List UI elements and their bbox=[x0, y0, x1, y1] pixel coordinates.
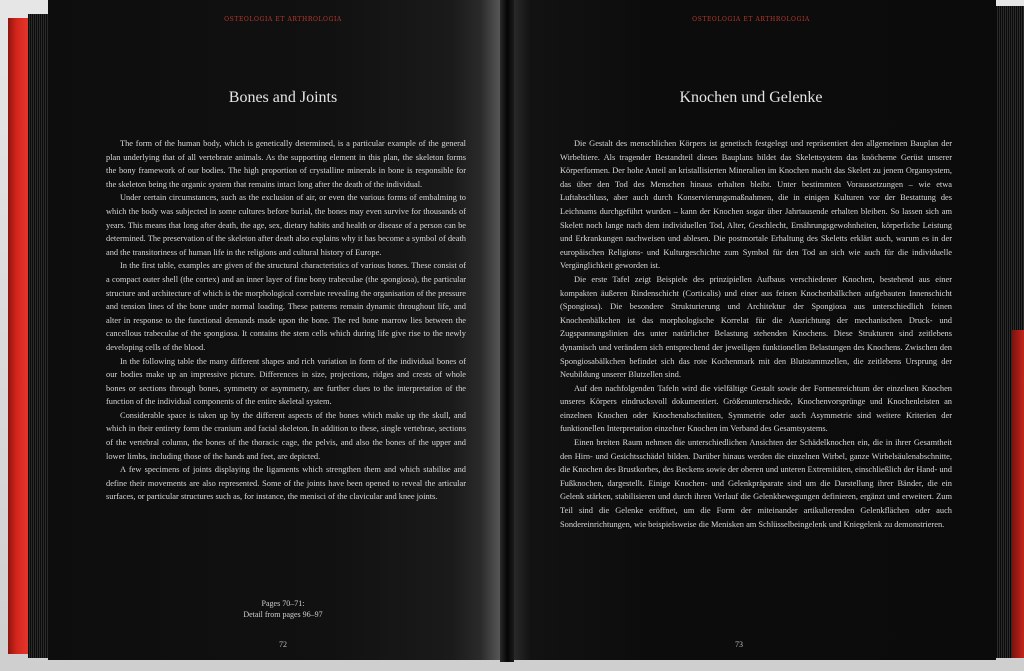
running-head-right: OSTEOLOGIA ET ARTHROLOGIA bbox=[692, 16, 810, 23]
paragraph: Considerable space is taken up by the different aspects of the bones which make up the skull, and which in their entirety form the cranium and facial skeleton. In addition to these, single vertebrae, sections of the vertebral column, the bones of the thoracic cage, the pelvis, and also the bones of the upper and lower limbs, including those of the hands and feet, are depicted. bbox=[106, 410, 466, 461]
caption-line: Detail from pages 96–97 bbox=[243, 610, 323, 619]
paragraph: In the following table the many different shapes and rich variation in form of the individual bones of our bodies make up an impressive picture. Differences in size, projections, ridges and crests of whole bones or sections through bones, symmetry or asymmetry, are further clues to the interpretation of the function of the individual components of the entire skeletal system. bbox=[106, 356, 466, 407]
open-book bbox=[8, 0, 1024, 664]
paragraph: Die erste Tafel zeigt Beispiele des prinzipiellen Aufbaus verschiedener Knochen, bestehend aus einer kompakten äußeren Rindenschicht (Corticalis) und einer aus feinen Knochenbälkchen aufgebauten Innenschicht (Spongiosa). Die besondere Strukturierung und Architektur der Spongiosa aus unterschiedlich feinen Knochenbälkchen ist das morphologische Korrelat für die Ausrichtung der mechanischen Druck- und Zugspannungslinien des unter natürlicher Belastung stehenden Knochens. Diese Strukturen sind zeitlebens dynamisch und verändern sich entsprechend der jeweiligen funktionellen Belastungen des Knochens. Zwischen den Spongiosabälkchen befindet sich das rote Kochenmark mit den Blutstammzellen, die zeitlebens Ursprung der Neubildung unserer Blutzellen sind. bbox=[560, 274, 952, 380]
page-number-left: 72 bbox=[279, 640, 287, 649]
paragraph: Auf den nachfolgenden Tafeln wird die vielfältige Gestalt sowie der Formenreichtum der einzelnen Knochen unseres Körpers eindrucksvoll dokumentiert. Größenunterschiede, Knochenvorsprünge und Knochenleisten an einzelnen Knochen oder Knochenabschnitten, Symmetrie oder auch Asymmetrie sind weitere Kriterien der funktionellen Interpretation einzelner Knochen im Verband des Gesamtsystems. bbox=[560, 383, 952, 434]
paragraph: A few specimens of joints displaying the ligaments which strengthen them and which stabilise and define their movements are also represented. Some of the joints have been opened to reveal the articular surfaces, or particular structures such as, for instance, the menisci of the clavicular and knee joints. bbox=[106, 465, 466, 502]
paragraph: Einen breiten Raum nehmen die unterschiedlichen Ansichten der Schädelknochen ein, die in ihrer Gesamtheit den Hirn- und Gesichtsschädel bilden. Darüber hinaus werden die einzelnen Wirbel, ganze Wirbelsäulenabschnitte, die Knochen des Brustkorbes, des Beckens sowie der oberen und unteren Extremitäten, einschließlich der Hand- und Fußknochen, dargestellt. Einige Knochen- und Gelenkpräparate sind um die Darstellung ihrer Bänder, die ein Gelenk stärken, stabilisieren und durch ihren Verlauf die Gelenkbewegungen definieren, ergänzt und erweitert. Zum Teil sind die Gelenke eröffnet, um die Form der miteinander artikulierenden Gelenkflächen oder auch Sondereinrichtungen, wie beispielsweise die Menisken am Schlüsselbeingelenk und Kniegelenk zu demonstrieren. bbox=[560, 438, 952, 529]
page-number-right: 73 bbox=[735, 640, 743, 649]
left-page-stack bbox=[28, 14, 50, 658]
paragraph: The form of the human body, which is genetically determined, is a particular example of the general plan underlying that of all vertebrate animals. As the supporting element in this plan, the skeleton forms the bony framework of our bodies. The high proportion of crystalline minerals in bone is responsible for the skeleton being the organic system that remains intact long after the death of the individual. bbox=[106, 139, 466, 189]
body-text-left bbox=[106, 137, 466, 504]
caption-line: Pages 70–71: bbox=[261, 599, 305, 608]
paragraph: Under certain circumstances, such as the exclusion of air, or even the various forms of embalming to which the body was subjected in some cultures before burial, the bones may even survive for thousands of years. This means that long after death, the age, sex, dietary habits and health or disease of a person can be determined. The preservation of the skeleton after death also explains why it has become a symbol of death and the transitoriness of human life in the religions and cultural history of Europe. bbox=[106, 193, 466, 257]
running-head-left: OSTEOLOGIA ET ARTHROLOGIA bbox=[224, 16, 342, 23]
left-page bbox=[48, 0, 518, 660]
body-text-right bbox=[560, 137, 952, 531]
image-caption bbox=[48, 598, 518, 620]
paragraph: Die Gestalt des menschlichen Körpers ist genetisch festgelegt und repräsentiert den allgemeinen Bauplan der Wirbeltiere. Als tragender Bestandteil dieses Bauplans bildet das Skelettsystem das knöcherne Gerüst unserer Körperformen. Der hohe Anteil an kristallisierten Mineralien im Knochen macht das Skelett zu jenem Organsystem, das über den Tod des Menschen hinaus erhalten bleibt. Unter bestimmten Voraussetzungen – wie etwa Luftabschluss, aber auch durch Konservierungsmaßnahmen, die in einigen Kulturen vor der Bestattung des Leichnams durchgeführt wurden – kann der Knochen sogar über Jahrtausende erhalten bleiben. So lassen sich am Skelett noch lange nach dem individuellen Tod, Alter, Geschlecht, Ernährungsgewohnheiten, körperliche Leistung und Erkrankungen nachweisen und ablesen. Die postmortale Erhaltung des Skeletts erklärt auch, warum es in der europäischen Religions- und Kulturgeschichte zum Symbol für den Tod an sich wie auch für die individuelle Vergänglichkeit geworden ist. bbox=[560, 139, 952, 271]
right-page-edge bbox=[1012, 330, 1024, 658]
page-title-right: Knochen und Gelenke bbox=[679, 89, 823, 106]
paragraph: In the first table, examples are given of the structural characteristics of various bones. These consist of a compact outer shell (the cortex) and an inner layer of fine bony trabeculae (the spongiosa), the particular structure and architecture of which is the morphological correlate revealing the organisation of the pressure and tension lines of the bone under normal loading. These patterns remain dynamic throughout life, and alter in response to the functional demands made upon the bone. The red bone marrow lies between the cancellous trabeculae of the spongiosa. It contains the stem cells which during life give rise to the newly developing cells of the blood. bbox=[106, 261, 466, 352]
book-gutter bbox=[500, 0, 514, 662]
right-page bbox=[506, 0, 996, 660]
page-title-left: Bones and Joints bbox=[228, 89, 338, 106]
